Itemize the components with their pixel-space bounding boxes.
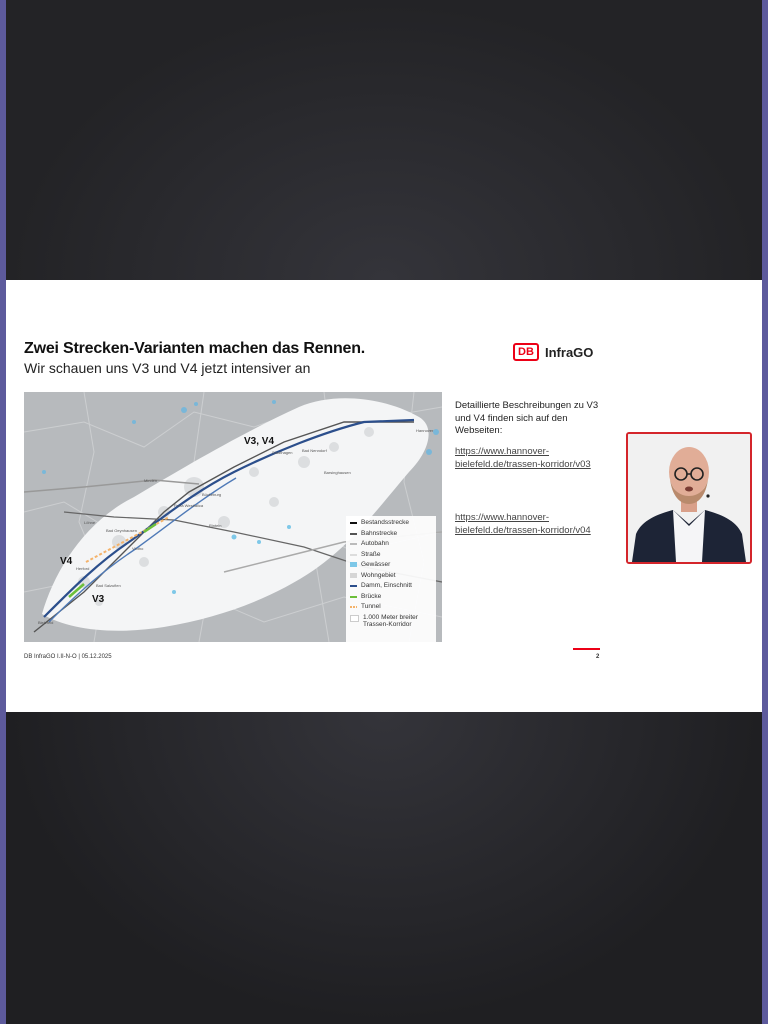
svg-text:Bielefeld: Bielefeld [38,620,54,625]
svg-text:Bad Nenndorf: Bad Nenndorf [302,448,327,453]
slide-subtitle: Wir schauen uns V3 und V4 jetzt intensiver an [24,360,311,376]
stage-background-top [6,0,762,280]
legend-swatch [350,615,359,622]
legend-item [350,551,432,562]
svg-text:Stadthagen: Stadthagen [272,450,293,455]
legend-label: Brücke [361,592,382,600]
svg-text:Löhne: Löhne [84,520,96,525]
stage-background-bottom [6,712,762,1024]
legend-label: Bahnstrecke [361,529,398,537]
svg-text:Hannover: Hannover [416,428,434,433]
legend-swatch [350,533,357,535]
logo-text: InfraGO [545,344,594,360]
legend-item [350,530,432,541]
slide-footer: DB InfraGO I.II-N-O | 05.12.2025 [24,654,112,660]
db-logo-icon: DB [513,343,539,361]
link-v04[interactable]: https://www.hannover-bielefeld.de/trassen-korridor/v04 [455,512,591,536]
speaker-video [626,432,752,564]
description-text: Detaillierte Beschreibungen zu V3 und V4 finden sich auf den Webseiten: [455,400,599,436]
legend-item [350,561,432,572]
legend-label: Autobahn [361,540,389,547]
legend-swatch [350,596,357,598]
legend-label: Damm, Einschnitt [361,582,412,589]
svg-text:Barsinghausen: Barsinghausen [324,470,351,475]
page-number: 2 [596,654,600,660]
legend-swatch [350,562,357,567]
legend-swatch [350,522,357,524]
legend-item [350,519,432,530]
link-v03[interactable]: https://www.hannover-bielefeld.de/trassen-korridor/v03 [455,446,591,470]
legend-item [350,614,432,630]
db-infrago-logo [513,342,593,362]
svg-text:Herford: Herford [76,566,90,571]
legend-label: 1.000 Meter breiter Trassen-Korridor [363,613,418,628]
slide-title: Zwei Strecken-Varianten machen das Rennen. [24,340,366,357]
legend-swatch [350,585,357,587]
label-v4: V4 [60,556,73,567]
footer-accent-bar [573,648,600,650]
label-v3-v4: V3, V4 [244,436,275,447]
legend-swatch [350,573,357,578]
svg-text:Rinteln: Rinteln [209,523,222,528]
label-v3: V3 [92,594,105,605]
svg-text:Porta Westfalica: Porta Westfalica [174,503,204,508]
svg-text:Bad Salzuflen: Bad Salzuflen [96,583,121,588]
route-map [24,392,442,642]
legend-swatch [350,606,357,608]
svg-text:Vlotho: Vlotho [132,546,144,551]
legend-item [350,572,432,583]
legend-item [350,540,432,551]
svg-text:Bückeburg: Bückeburg [202,492,222,497]
legend-item [350,582,432,593]
svg-text:Bad Oeynhausen: Bad Oeynhausen [106,528,137,533]
svg-text:Minden: Minden [144,478,158,483]
map-legend [346,516,436,642]
legend-label: Tunnel [361,603,381,610]
legend-item [350,593,432,604]
legend-swatch [350,554,357,556]
legend-swatch [350,543,357,545]
legend-label: Bestandsstrecke [361,519,410,526]
legend-label: Gewässer [361,561,391,568]
speaker-avatar-icon [628,434,750,562]
right-border [762,0,768,1024]
legend-label: Straße [361,550,381,558]
legend-item [350,603,432,614]
legend-label: Wohngebiet [361,571,396,579]
